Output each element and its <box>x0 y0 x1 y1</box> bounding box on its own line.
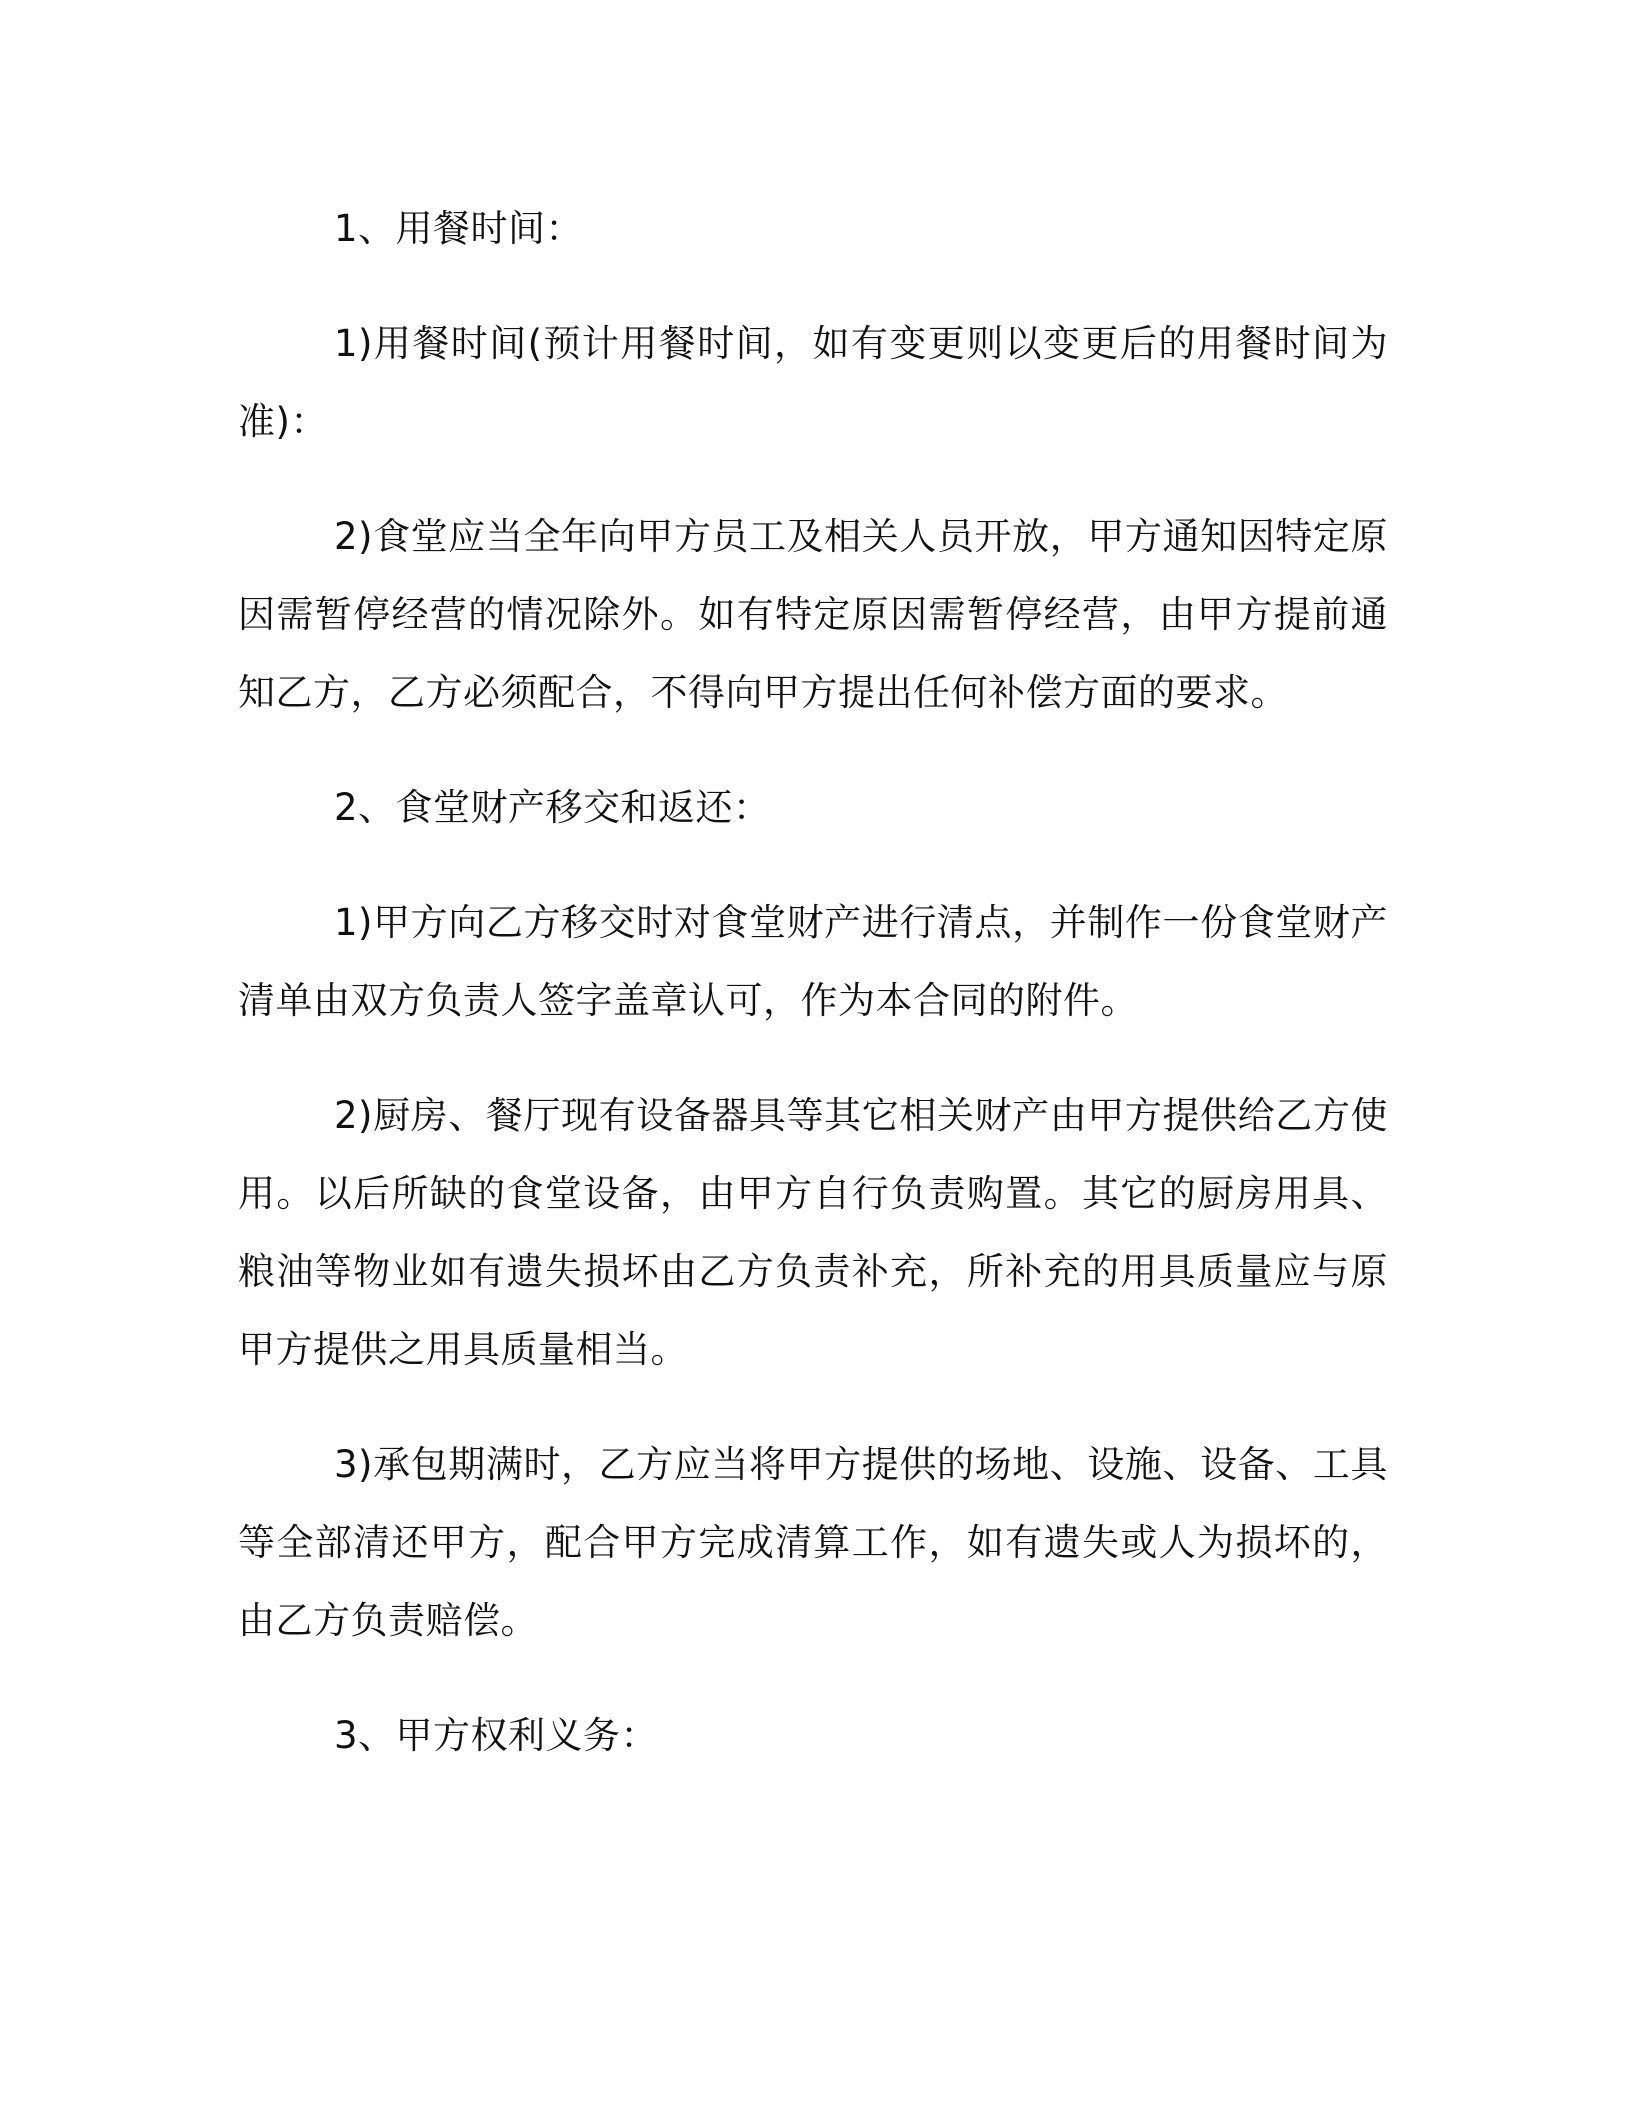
section-heading-party-a-rights: 3、甲方权利义务： <box>334 1714 659 1757</box>
clause-meal-time-1: 1)用餐时间(预计用餐时间，如有变更则以变更后的用餐时间为准)： <box>238 322 1388 443</box>
clause-property-2: 2)厨房、餐厅现有设备器具等其它相关财产由甲方提供给乙方使用。以后所缺的食堂设备，由甲方自行负责购置。其它的厨房用具、粮油等物业如有遗失损坏由乙方负责补充，所补充的用具质量应与原甲方提供之用具质量相当。 <box>238 1094 1388 1371</box>
clause-property-3: 3)承包期满时，乙方应当将甲方提供的场地、设施、设备、工具等全部清还甲方，配合甲方完成清算工作，如有遗失或人为损坏的，由乙方负责赔偿。 <box>238 1443 1388 1642</box>
clause-meal-time-2: 2)食堂应当全年向甲方员工及相关人员开放，甲方通知因特定原因需暂停经营的情况除外。如有特定原因需暂停经营，由甲方提前通知乙方，乙方必须配合，不得向甲方提出任何补偿方面的要求。 <box>238 515 1388 714</box>
document-body <box>238 190 1388 1812</box>
clause-property-1: 1)甲方向乙方移交时对食堂财产进行清点，并制作一份食堂财产清单由双方负责人签字盖章认可，作为本合同的附件。 <box>238 901 1388 1022</box>
section-heading-meal-time: 1、用餐时间： <box>334 207 584 250</box>
section-heading-property-transfer: 2、食堂财产移交和返还： <box>334 786 771 829</box>
